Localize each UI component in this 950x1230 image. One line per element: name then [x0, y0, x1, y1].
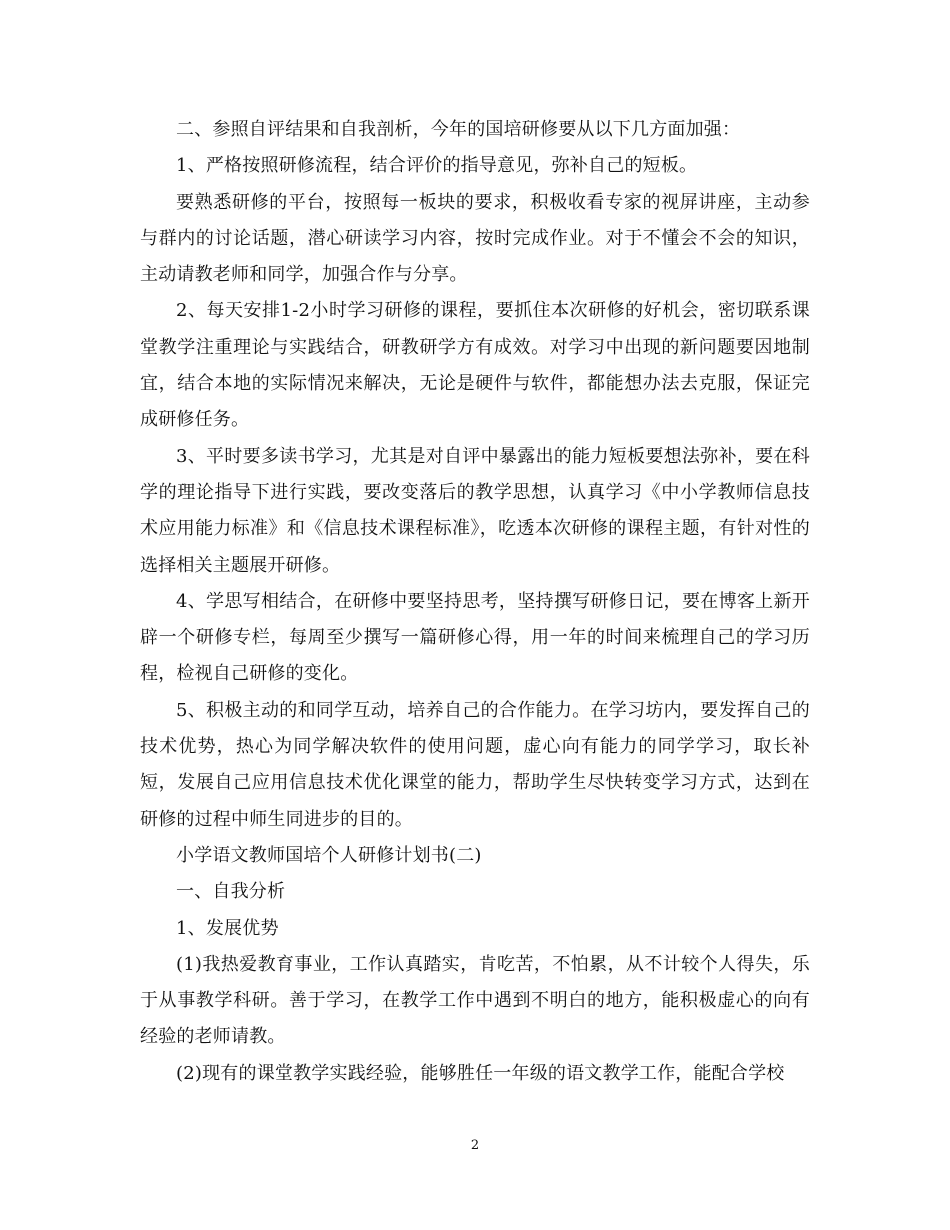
section-heading-self-analysis: 一、自我分析 [176, 881, 286, 903]
subsection-heading-advantages: 1、发展优势 [176, 917, 279, 939]
list-item-1-heading: 1、严格按照研修流程，结合评价的指导意见，弥补自己的短板。 [176, 155, 698, 177]
advantage-item-1: (1)我热爱教育事业，工作认真踏实，肯吃苦，不怕累，从不计较个人得失，乐于从事教学科研。善于学习，在教学工作中遇到不明白的地方，能积极虚心的向有经验的老师请教。 [140, 953, 810, 1048]
list-item-3: 3、平时要多读书学习，尤其是对自评中暴露出的能力短板要想法弥补，要在科学的理论指导下进行实践，要改变落后的教学思想，认真学习《中小学教师信息技术应用能力标准》和《信息技术课程标准》，吃透本次研修的课程主题，有针对性的选择相关主题展开研修。 [140, 445, 810, 576]
list-item-4: 4、学思写相结合，在研修中要坚持思考，坚持撰写研修日记，要在博客上新开辟一个研修专栏，每周至少撰写一篇研修心得，用一年的时间来梳理自己的学习历程，检视自己研修的变化。 [140, 590, 810, 685]
section-heading-strengthen: 二、参照自评结果和自我剖析，今年的国培研修要从以下几方面加强： [176, 119, 741, 140]
paragraph-platform: 要熟悉研修的平台，按照每一板块的要求，积极收看专家的视屏讲座，主动参与群内的讨论话题，潜心研读学习内容，按时完成作业。对于不懂会不会的知识，主动请教老师和同学，加强合作与分享。 [140, 191, 810, 286]
list-item-5: 5、积极主动的和同学互动，培养自己的合作能力。在学习坊内，要发挥自己的技术优势，热心为同学解决软件的使用问题，虚心向有能力的同学学习，取长补短，发展自己应用信息技术优化课堂的能力，帮助学生尽快转变学习方式，达到在研修的过程中师生同进步的目的。 [140, 699, 810, 830]
page-number: 2 [470, 1138, 480, 1153]
document-body [140, 112, 810, 1092]
document-subtitle: 小学语文教师国培个人研修计划书(二) [176, 844, 482, 866]
list-item-2: 2、每天安排1-2小时学习研修的课程，要抓住本次研修的好机会，密切联系课堂教学注重理论与实践结合，研教研学方有成效。对学习中出现的新问题要因地制宜，结合本地的实际情况来解决，无论是硬件与软件，都能想办法去克服，保证完成研修任务。 [140, 300, 810, 431]
advantage-item-2: (2)现有的课堂教学实践经验，能够胜任一年级的语文教学工作，能配合学校 [176, 1062, 785, 1084]
